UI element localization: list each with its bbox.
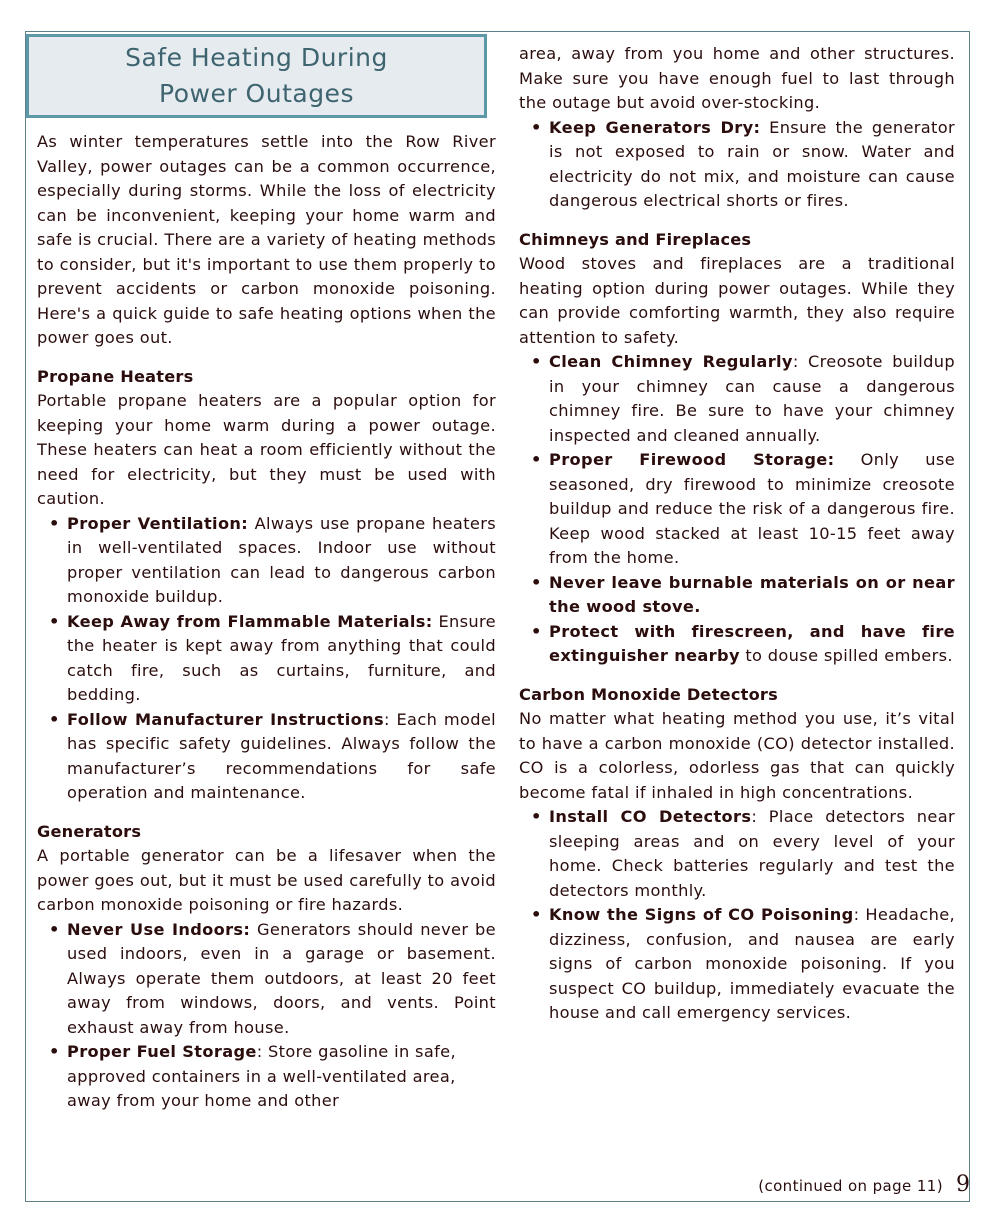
item-text: Ensure the heater is kept away from anything that could catch fire, such as curtains, furniture, and bedding. [67, 611, 496, 704]
list-item [531, 116, 955, 214]
bullet-icon: • [531, 117, 542, 137]
item-title: Keep Generators Dry: [549, 117, 761, 137]
bullet-icon: • [531, 352, 542, 371]
item-title: Clean Chimney Regularly [549, 352, 793, 371]
generators-body: A portable generator can be a lifesaver when the power goes out, but it must be used carefully to avoid carbon monoxide poisoning or fire hazards. [37, 846, 496, 914]
list-item [49, 1040, 496, 1114]
left-column [37, 130, 496, 1114]
article-title-line-1: Safe Heating During [125, 43, 388, 72]
generators-list [37, 918, 496, 1114]
list-item [531, 620, 955, 669]
intro-paragraph: As winter temperatures settle into the Row River Valley, power outages can be a common occurrence, especially during storms. While the loss of electricity can be inconvenient, keeping your home warm and safe is crucial. There are a variety of heating methods to consider, but it's important to use them properly to prevent accidents or carbon monoxide poisoning. Here's a quick guide to safe heating options when the power goes out. [37, 132, 496, 347]
bullet-icon: • [49, 709, 60, 729]
list-item [531, 350, 955, 448]
item-title: Install CO Detectors [549, 807, 752, 826]
continued-note: (continued on page 11) [758, 1177, 943, 1195]
bullet-icon: • [531, 807, 542, 826]
bullet-icon: • [49, 1042, 60, 1061]
item-text: Always use propane heaters in well-ventilated spaces. Indoor use without proper ventilation can lead to dangerous carbon monoxide buildup. [67, 513, 496, 606]
item-text: : Store gasoline in safe, approved containers in a well-ventilated area, away from your home and other [67, 1042, 456, 1110]
bullet-icon: • [49, 611, 60, 631]
right-column [519, 42, 955, 1026]
item-text: : Headache, dizziness, confusion, and nausea are early signs of carbon monoxide poisoning. If you suspect CO buildup, immediately evacuate the house and call emergency services. [549, 905, 955, 1022]
generators-heading: Generators [37, 821, 142, 841]
article-title-box [26, 34, 487, 118]
item-title: Proper Ventilation: [67, 513, 249, 533]
item-text: to douse spilled embers. [739, 646, 953, 665]
bullet-icon: • [531, 905, 542, 924]
item-title: Keep Away from Flammable Materials: [67, 611, 433, 631]
list-item [531, 903, 955, 1026]
list-item [531, 571, 955, 620]
item-title: Proper Firewood Storage: [549, 450, 835, 469]
bullet-icon: • [49, 919, 60, 939]
item-text: : Creosote buildup in your chimney can cause a dangerous chimney fire. Be sure to have your chimney inspected and cleaned annually. [549, 352, 955, 445]
list-item [49, 610, 496, 708]
item-title: Follow Manufacturer Instructions [67, 709, 384, 729]
item-title: Protect with firescreen, and have fire extinguisher nearby [549, 621, 955, 665]
item-title: Know the Signs of CO Poisoning [549, 905, 854, 924]
item-text: : Place detectors near sleeping areas and on every level of your home. Check batteries regularly and test the detectors monthly. [549, 807, 956, 900]
item-text: Ensure the generator is not exposed to rain or snow. Water and electricity do not mix, and moisture can cause dangerous electrical shorts or fires. [549, 117, 955, 210]
generators-list-continued [519, 116, 955, 214]
propane-heading: Propane Heaters [37, 366, 194, 386]
co-list [519, 805, 955, 1026]
chimneys-heading: Chimneys and Fireplaces [519, 229, 752, 249]
list-item [49, 708, 497, 806]
propane-body: Portable propane heaters are a popular option for keeping your home warm during a power outage. These heaters can heat a room efficiently without the need for electricity, but they must be used with caution. [37, 391, 496, 508]
list-item [49, 918, 496, 1041]
bullet-icon: • [531, 572, 542, 592]
list-item [49, 512, 496, 610]
item-title: Never leave burnable materials on or near the wood stove. [549, 572, 955, 616]
co-heading: Carbon Monoxide Detectors [519, 684, 778, 704]
item-text: Only use seasoned, dry firewood to minimize creosote buildup and reduce the risk of a dangerous fire. Keep wood stacked at least 10-15 feet away from the home. [549, 450, 955, 567]
list-item [531, 448, 955, 571]
item-title: Proper Fuel Storage [67, 1042, 257, 1061]
bullet-icon: • [531, 621, 542, 641]
co-body: No matter what heating method you use, it’s vital to have a carbon monoxide (CO) detector installed. CO is a colorless, odorless gas that can quickly become fatal if inhaled in high concentrations. [519, 709, 955, 802]
item-text: : Each model has specific safety guidelines. Always follow the manufacturer’s recommendations for safe operation and maintenance. [67, 709, 497, 802]
list-item [531, 805, 956, 903]
chimneys-body: Wood stoves and fireplaces are a traditional heating option during power outages. While they can provide comforting warmth, they also require attention to safety. [519, 254, 955, 347]
item-text: Generators should never be used indoors, even in a garage or basement. Always operate them outdoors, at least 20 feet away from windows, doors, and vents. Point exhaust away from house. [67, 919, 496, 1037]
generators-continued-text: area, away from you home and other structures. Make sure you have enough fuel to last through the outage but avoid over-stocking. [519, 44, 955, 112]
propane-list [37, 512, 496, 806]
article-title-line-2: Power Outages [159, 79, 354, 108]
bullet-icon: • [531, 450, 542, 469]
chimneys-list [519, 350, 955, 669]
item-title: Never Use Indoors: [67, 919, 251, 939]
bullet-icon: • [49, 513, 60, 533]
page-number: 9 [956, 1172, 970, 1197]
